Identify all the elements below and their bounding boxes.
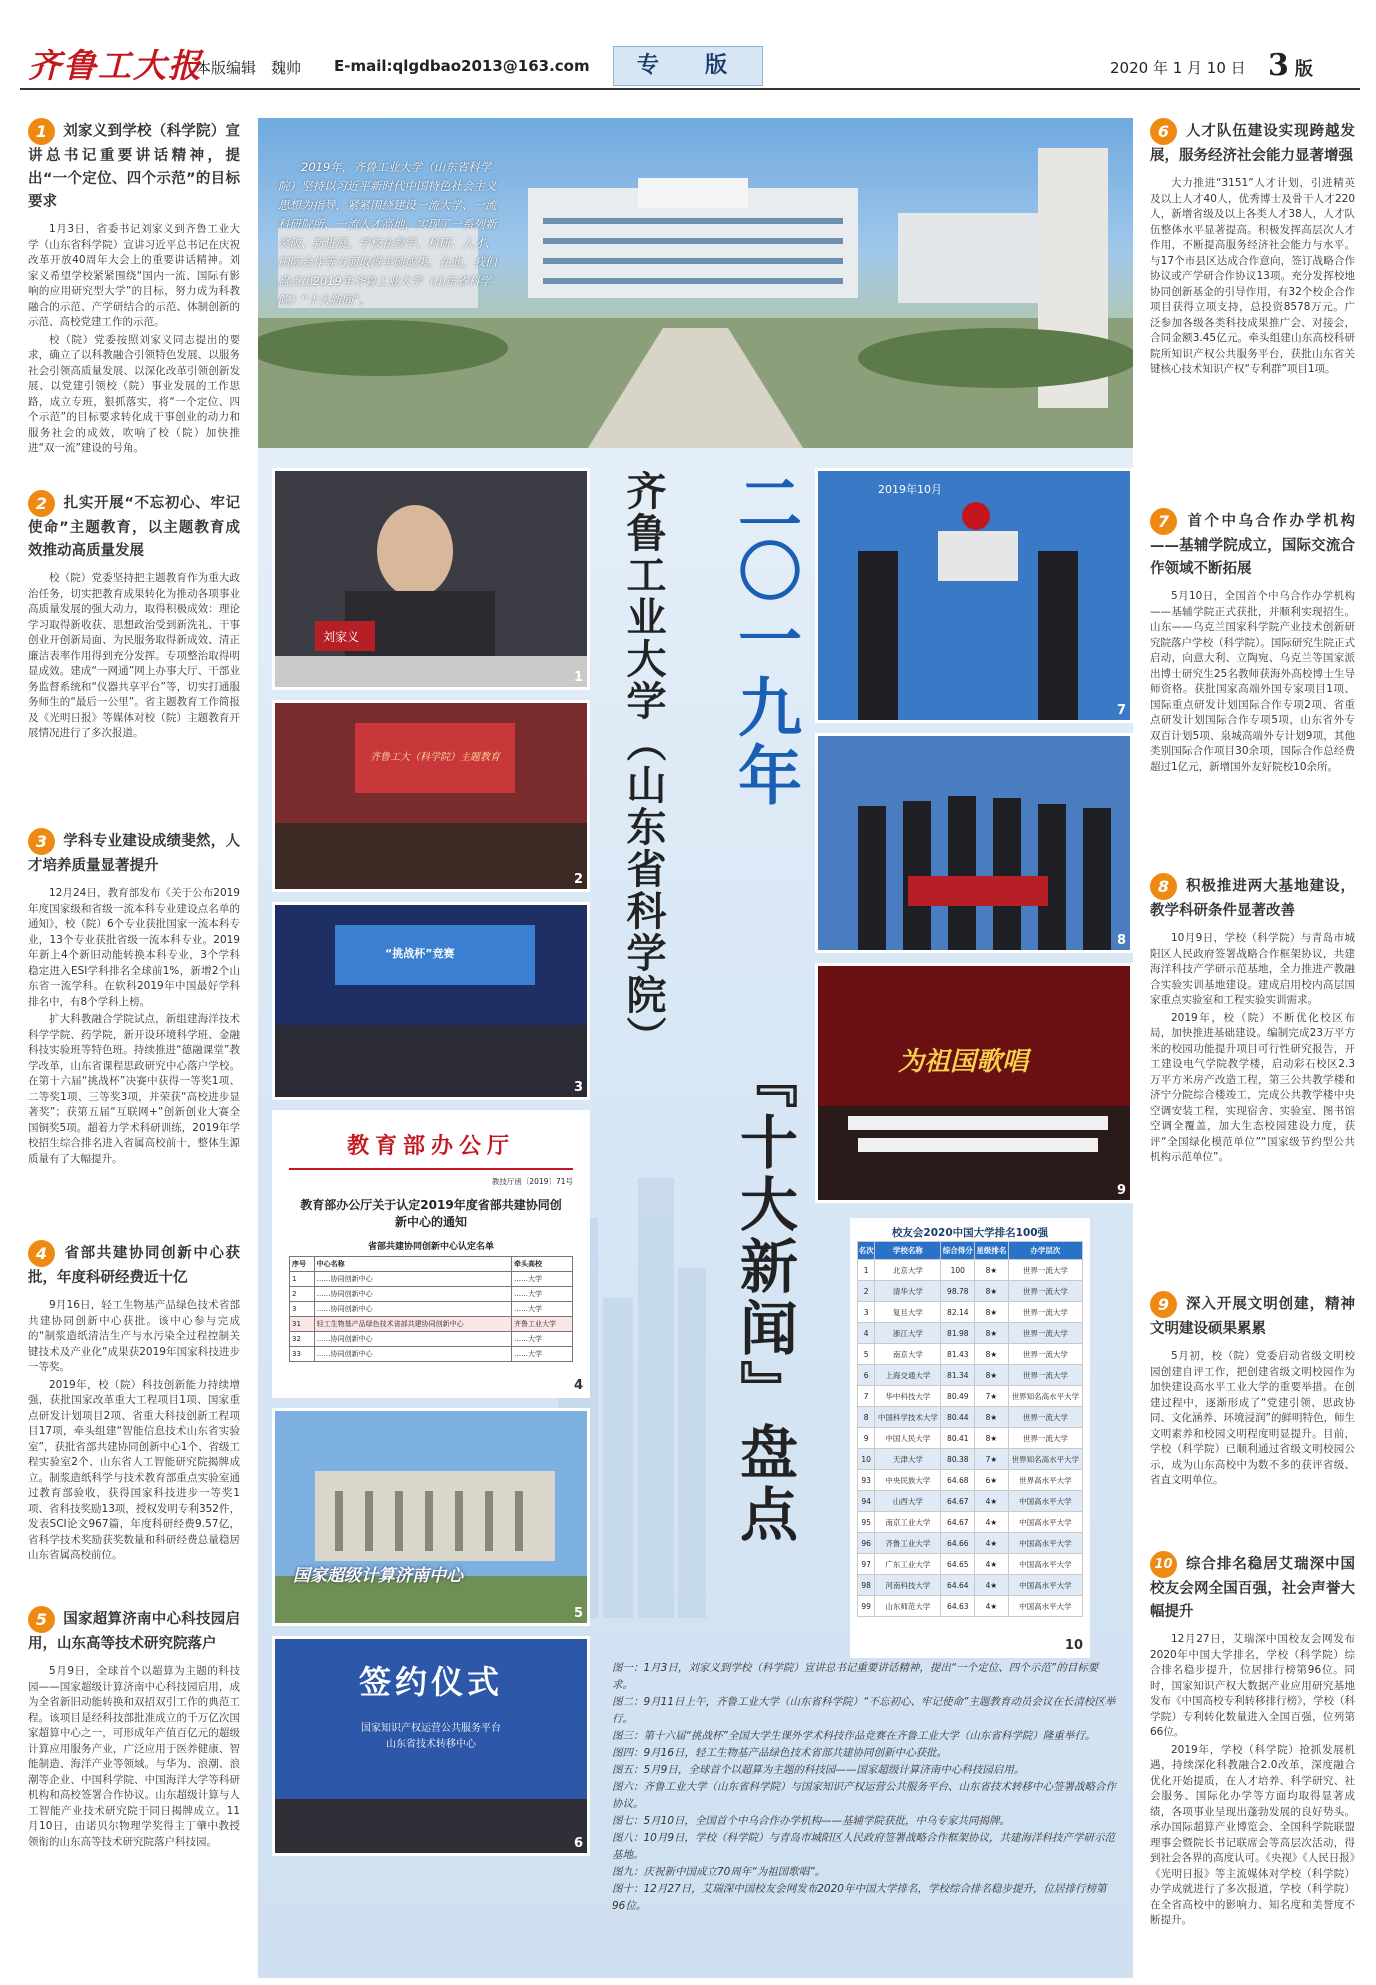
doc-red-rule [289, 1168, 573, 1170]
cell: 南京大学 [875, 1344, 941, 1365]
cell: 64.67 [941, 1491, 975, 1512]
cell: 齐鲁工业大学 [875, 1533, 941, 1554]
col-header: 综合得分 [941, 1242, 975, 1260]
caption-7: 图七：5月10日，全国首个中乌合作办学机构——基辅学院获批，中乌专家共同揭牌。 [612, 1815, 1011, 1827]
cell: 2 [858, 1281, 875, 1302]
news-headline [1150, 873, 1355, 923]
cell: 中央民族大学 [875, 1470, 941, 1491]
signing-sub-2: 山东省技术转移中心 [386, 1739, 476, 1750]
masthead [0, 0, 1376, 92]
caption-2: 图二：9月11日上午，齐鲁工业大学（山东省科学院）“不忘初心、牢记使命”主题教育动员会议在长清校区举行。 [612, 1696, 1116, 1725]
cell: 山东师范大学 [875, 1596, 941, 1617]
photo-2 [272, 700, 590, 892]
cell: 天津大学 [875, 1449, 941, 1470]
cell: 世界一流大学 [1008, 1365, 1082, 1386]
choir-banner: 为祖国歌唱 [898, 1047, 1029, 1077]
table-row [858, 1323, 1083, 1344]
doc-header: 教育部办公厅 [346, 1133, 515, 1159]
news-headline [1150, 1551, 1355, 1624]
caption-4: 图四：9月16日，轻工生物基产品绿色技术省部共建协同创新中心获批。 [612, 1747, 948, 1759]
cell: 4★ [975, 1512, 1009, 1533]
cell: 81.98 [941, 1323, 975, 1344]
cell: 世界一流大学 [1008, 1344, 1082, 1365]
cell: 95 [858, 1512, 875, 1533]
center-sign: 国家超级计算济南中心 [293, 1566, 463, 1586]
cell: 山西大学 [875, 1491, 941, 1512]
news-paragraph: 2019年，校（院）科技创新能力持续增强，获批国家改革重大工程项目1项、国家重点研发计划项目2项、省重大科技创新工程项目17项，牵头组建“智能信息技术山东省实验室”，获批省部共建协同创新中心1个、省级工程实验室2个、山东省人工智能研究院揭牌成立。制浆造纸科学与技术教育部重点实验室通过教育部验收，获得国家科技进步一等奖1项、省科技奖励13项，授权发明专利352件，发表SCI论文967篇，年度科研经费9.57亿，省科学技术奖励获奖数量和科研经费总量稳居山东省属高校前位。 [28, 1378, 240, 1561]
col-header: 办学层次 [1008, 1242, 1082, 1260]
cell: 南京工业大学 [875, 1512, 941, 1533]
cell: 80.41 [941, 1428, 975, 1449]
cell: 广东工业大学 [875, 1554, 941, 1575]
cell: 8★ [975, 1344, 1009, 1365]
cell: 3 [290, 1302, 315, 1317]
photo-6 [272, 1636, 590, 1856]
news-number-badge: 9 [1150, 1291, 1177, 1318]
signing-banner: 签约仪式 [358, 1663, 503, 1701]
col-header: 序号 [290, 1257, 315, 1272]
headline-text: 省部共建协同创新中心获批，年度科研经费近十亿 [28, 1245, 240, 1286]
headline-text: 深入开展文明创建，精神文明建设硕果累累 [1150, 1296, 1355, 1337]
cell: 世界一流大学 [1008, 1260, 1082, 1281]
speaker-illustration [275, 471, 590, 690]
cell: 94 [858, 1491, 875, 1512]
doc-list-title: 省部共建协同创新中心认定名单 [367, 1242, 494, 1252]
cell: 4★ [975, 1575, 1009, 1596]
news-headline [28, 1606, 240, 1656]
table-row [858, 1575, 1083, 1596]
cell: 33 [290, 1347, 315, 1362]
news-headline [1150, 118, 1355, 168]
stage-banner: “挑战杯”竞赛 [385, 947, 455, 960]
cell: 96 [858, 1533, 875, 1554]
photo-captions [612, 1660, 1117, 1915]
cell: 8 [858, 1407, 875, 1428]
news-item-5 [28, 1606, 240, 1850]
table-row [290, 1272, 573, 1287]
cell: 复旦大学 [875, 1302, 941, 1323]
right-column [1150, 118, 1355, 1931]
news-paragraph: 2019年，校（院）不断优化校区布局，加快推进基础建设。编制完成23万平方米的校园功能提升项目可行性研究报告，开工建设电气学院教学楼，启动彩石校区2.3万平方米房产改造工程，第三公共教学楼和济宁分院综合楼竣工，完成公共教学楼中央空调安装工程，实现宿舍、实验室、图书馆空调全覆盖，加大生态校园建设力度，获评“全国绿化模范单位”“国家级节约型公共机构示范单位”。 [1150, 1011, 1355, 1163]
doc-table [289, 1256, 573, 1362]
headline-text: 综合排名稳居艾瑞深中国校友会网全国百强，社会声誉大幅提升 [1150, 1556, 1355, 1620]
cell: 100 [941, 1260, 975, 1281]
news-headline [28, 118, 240, 214]
photo-3 [272, 902, 590, 1100]
cell: 7 [858, 1386, 875, 1407]
caption-5: 图五：5月9日，全球首个以超算为主题的科技园——国家超级计算济南中心科技园启用。 [612, 1764, 1025, 1776]
cell: 8★ [975, 1281, 1009, 1302]
table-row [858, 1386, 1083, 1407]
cell: ……协同创新中心 [314, 1272, 511, 1287]
cell: 世界知名高水平大学 [1008, 1449, 1082, 1470]
cell: 上海交通大学 [875, 1365, 941, 1386]
photo-number: 8 [1116, 933, 1126, 948]
cell: 北京大学 [875, 1260, 941, 1281]
cell: 93 [858, 1470, 875, 1491]
cell: 64.68 [941, 1470, 975, 1491]
cell: 华中科技大学 [875, 1386, 941, 1407]
meeting-hall-illustration [275, 703, 590, 892]
headline-text: 国家超算济南中心科技园启用，山东高等技术研究院落户 [28, 1611, 240, 1652]
news-number-badge: 4 [28, 1240, 55, 1267]
headline-text: 人才队伍建设实现跨越发展，服务经济社会能力显著增强 [1150, 123, 1355, 164]
col-header: 星级排名 [975, 1242, 1009, 1260]
page-number [1268, 48, 1313, 83]
cell: 世界一流大学 [1008, 1407, 1082, 1428]
col-header: 学校名称 [875, 1242, 941, 1260]
cell: ……大学 [511, 1302, 572, 1317]
cell: 7★ [975, 1386, 1009, 1407]
cell: 3 [858, 1302, 875, 1323]
cell: 8★ [975, 1260, 1009, 1281]
cell: 81.43 [941, 1344, 975, 1365]
cell: 98.78 [941, 1281, 975, 1302]
caption-9: 图九：庆祝新中国成立70周年“为祖国歌唱”。 [612, 1866, 826, 1878]
news-paragraph: 10月9日，学校（科学院）与青岛市城阳区人民政府签署战略合作框架协议，共建海洋科技产学研示范基地，全力推进产教融合实验实训基地建设。建成启用校内高层国家重点实验室和工程实验实训需求。 [1150, 932, 1355, 1006]
photo-9 [815, 963, 1133, 1203]
table-row [858, 1344, 1083, 1365]
table-row [858, 1449, 1083, 1470]
cell: 80.38 [941, 1449, 975, 1470]
table-row [290, 1347, 573, 1362]
cell: 8★ [975, 1428, 1009, 1449]
headline-text: 扎实开展“不忘初心、牢记使命”主题教育，以主题教育成效推动高质量发展 [28, 495, 240, 559]
cell: 世界一流大学 [1008, 1428, 1082, 1449]
table-row [290, 1287, 573, 1302]
table-row [858, 1596, 1083, 1617]
photo-4 [272, 1110, 590, 1398]
news-paragraph: 校（院）党委按照刘家义同志提出的要求，确立了以科教融合引领特色发展、以服务社会引领高质量发展、以深化改革引领创新发展、以党建引领校（院）事业发展的工作思路，成立专班，狠抓落实，将“一个定位、四个示范”的目标要求转化成干事创业的动力和服务社会的成效，吹响了校（院）加快推进“双一流”建设的号角。 [28, 333, 240, 454]
doc-number: 教技厅函〔2019〕71号 [491, 1177, 573, 1186]
cell: 中国高水平大学 [1008, 1512, 1082, 1533]
table-row [858, 1428, 1083, 1449]
hero-caption: 2019年，齐鲁工业大学（山东省科学院）坚持以习近平新时代中国特色社会主义思想为指导，紧紧围绕建设一流大学、一流科研院所、一流人才高地，实现了一系列新突破、新进展。学校在教学、科研、人才、国际合作等方面取得丰硕成果。在此，我们盘点出2019年齐鲁工业大学（山东省科学院）“十大新闻”。 [278, 160, 497, 307]
news-item-10 [1150, 1551, 1355, 1929]
cell: ……协同创新中心 [314, 1332, 511, 1347]
cell: 81.34 [941, 1365, 975, 1386]
cell: 6★ [975, 1470, 1009, 1491]
cell: 80.44 [941, 1407, 975, 1428]
supercomputing-center-illustration [275, 1411, 590, 1626]
photo-number: 4 [573, 1378, 583, 1393]
cell: 8★ [975, 1365, 1009, 1386]
editor-email: E-mail:qlgdbao2013@163.com [334, 57, 590, 75]
photo-1 [272, 468, 590, 690]
cell: 齐鲁工业大学 [511, 1317, 572, 1332]
photo-number: 5 [573, 1606, 583, 1621]
photo-number: 7 [1116, 703, 1126, 718]
photo-number: 10 [1064, 1638, 1083, 1653]
cell: 中国高水平大学 [1008, 1596, 1082, 1617]
cell: 99 [858, 1596, 875, 1617]
unveiling-illustration [818, 471, 1133, 723]
cell: 4 [858, 1323, 875, 1344]
news-item-3 [28, 828, 240, 1240]
cell: ……协同创新中心 [314, 1287, 511, 1302]
table-row [858, 1470, 1083, 1491]
cell: 64.65 [941, 1554, 975, 1575]
news-item-8 [1150, 873, 1355, 1291]
photo-number: 3 [573, 1080, 583, 1095]
year-title-vertical: 二〇一九年 [727, 470, 801, 810]
cell: 1 [858, 1260, 875, 1281]
news-headline [28, 1240, 240, 1290]
news-item-7 [1150, 508, 1355, 873]
cell: ……大学 [511, 1272, 572, 1287]
page-number-digit: 3 [1268, 48, 1289, 83]
cell: 2 [290, 1287, 315, 1302]
cell: 4★ [975, 1491, 1009, 1512]
cell: 64.67 [941, 1512, 975, 1533]
news-headline [28, 490, 240, 563]
news-number-badge: 7 [1150, 508, 1177, 535]
cell: 世界一流大学 [1008, 1302, 1082, 1323]
issue-date: 2020 年 1 月 10 日 [1110, 59, 1246, 77]
school-title-vertical: 齐鲁工业大学（山东省科学院） [620, 470, 666, 1058]
table-row [858, 1281, 1083, 1302]
editor-line: 本版编辑 魏帅 [196, 59, 302, 77]
cell: ……协同创新中心 [314, 1302, 511, 1317]
cell: 64.66 [941, 1533, 975, 1554]
news-number-badge: 2 [28, 490, 55, 517]
news-headline [28, 828, 240, 878]
cell: 64.63 [941, 1596, 975, 1617]
table-row-highlight [290, 1317, 573, 1332]
cell: 世界一流大学 [1008, 1323, 1082, 1344]
section-label: 专 版 [613, 46, 763, 86]
cell: 4★ [975, 1533, 1009, 1554]
col-header: 中心名称 [314, 1257, 511, 1272]
masthead-rule [20, 88, 1360, 90]
news-number-badge: 3 [28, 828, 55, 855]
table-row [290, 1302, 573, 1317]
newspaper-logo: 齐鲁工大报 [28, 46, 203, 85]
cell: 轻工生物基产品绿色技术省部共建协同创新中心 [314, 1317, 511, 1332]
news-headline [1150, 508, 1355, 581]
news-item-2 [28, 490, 240, 828]
news-headline [1150, 1291, 1355, 1341]
cell: 世界知名高水平大学 [1008, 1386, 1082, 1407]
left-column [28, 118, 240, 1852]
headline-text: 积极推进两大基地建设，教学科研条件显著改善 [1150, 878, 1355, 919]
cell: 64.64 [941, 1575, 975, 1596]
news-number-badge: 8 [1150, 873, 1177, 900]
handshake-illustration [818, 736, 1133, 953]
photo-number: 1 [573, 670, 583, 685]
cell: ……大学 [511, 1332, 572, 1347]
news-paragraph: 2019年，学校（科学院）抢抓发展机遇，持续深化科教融合2.0改革，深度融合优化开始提质，在人才培养、科学研究、社会服务、国际化办学等方面均取得显著成绩，各项事业呈现出蓬勃发展的良好势头。承办国际超算产业博览会、全国科学院联盟理事会暨院长书记联席会等高层次活动，得到社会各界的高度认可。《央视》《人民日报》《光明日报》等主流媒体对学校（科学院）办学成就进行了多次报道，学校（科学院）在全省高校中的影响力、知名度和美誉度不断提升。 [1150, 1743, 1355, 1926]
page-unit: 版 [1294, 59, 1313, 80]
doc-table-header [290, 1257, 573, 1272]
table-row [290, 1332, 573, 1347]
signing-sub-1: 国家知识产权运营公共服务平台 [361, 1723, 501, 1734]
headline-text: 学科专业建设成绩斐然，人才培养质量显著提升 [28, 833, 240, 874]
news-paragraph: 12月27日，艾瑞深中国校友会网发布2020年中国大学排名，学校（科学院）综合排名稳步提升，位居排行榜第96位。同时，国家知识产权大数据产业应用研究基地发布《中国高校专利转移排行榜》，学校（科学院）专利转化数量进入全国百强，位列第66位。 [1150, 1633, 1355, 1738]
news-paragraph: 扩大科教融合学院试点，新组建海洋技术科学学院、药学院，新开设环境科学班、金融科技实验班等特色班。持续推进“德融课堂”教学改革，山东省课程思政研究中心落户学校。在第十六届“挑战杯”决赛中获得一等奖1项、二等奖1项、三等奖3项，并荣获“高校进步显著奖”；获第五届“互联网+”创新创业大赛全国铜奖5项。超着力学术科研训练，2019年学校招生综合排名进入省属高校前十，整体生源质量有了大幅提升。 [28, 1013, 240, 1165]
news-paragraph: 12月24日，教育部发布《关于公布2019年度国家级和省级一流本科专业建设点名单的通知》，校（院）6个专业获批国家一流本科专业，13个专业获批省级一流本科专业。2019年新上4个新旧动能转换本科专业，3个学科稳定进入ESI学科排名全球前1%，新增2个山东省一流学科。在软科2019年中国最好学科排名中，有8个学科上榜。 [28, 887, 240, 1008]
cell: 7★ [975, 1449, 1009, 1470]
news-paragraph: 5月初，校（院）党委启动省级文明校园创建自评工作，把创建省级文明校园作为加快建设高水平工业大学的重要举措。在创建过程中，逐渐形成了“党建引领、思政协同、文化涵养、环境浸润”的鲜明特色，师生文明素养和校园文明程度明显提升。目前，学校（科学院）已顺利通过省级文明校园公示，成为山东高校中为数不多的获评省级、省直文明单位。 [1150, 1350, 1355, 1486]
cell: ……大学 [511, 1347, 572, 1362]
cell: 4★ [975, 1596, 1009, 1617]
headline-text: 首个中乌合作办学机构——基辅学院成立，国际交流合作领域不断拓展 [1150, 513, 1355, 577]
col-header: 名次 [858, 1242, 875, 1260]
cell: ……大学 [511, 1287, 572, 1302]
ceremony-illustration [275, 905, 590, 1100]
photo-number: 6 [573, 1836, 583, 1851]
cell: 10 [858, 1449, 875, 1470]
cell: 中国高水平大学 [1008, 1575, 1082, 1596]
caption-3: 图三：第十六届“挑战杯”全国大学生课外学术科技作品竞赛在齐鲁工业大学（山东省科学院）隆重举行。 [612, 1730, 1096, 1742]
table-row [858, 1407, 1083, 1428]
main-title-vertical: 『十大新闻』盘点 [730, 1050, 798, 1546]
cell: 中国高水平大学 [1008, 1554, 1082, 1575]
headline-text: 刘家义到学校（科学院）宣讲总书记重要讲话精神，提出“一个定位、四个示范”的目标要求 [28, 123, 240, 210]
news-paragraph: 校（院）党委坚持把主题教育作为重大政治任务，切实把教育成果转化为推动各项事业高质量发展的强大动力，取得积极成效：理论学习取得新收获、思想政治受到新洗礼、干事创业开创新局面、为民服务取得新成效、清正廉洁表率作用得到充分发挥。专项整治取得明显成效。建成“一网通”网上办事大厅、干部业务监督系统和“仪器共享平台”等，切实打通服务师生的“最后一公里”。省主题教育工作简报及《光明日报》等媒体对校（院）主题教育开展情况进行了多次报道。 [28, 572, 240, 739]
caption-10: 图十：12月27日，艾瑞深中国校友会网发布2020年中国大学排名，学校综合排名稳步提升，位居排行榜第96位。 [612, 1883, 1107, 1912]
caption-6: 图六：齐鲁工业大学（山东省科学院）与国家知识产权运营公共服务平台、山东省技术转移中心签署战略合作协议。 [612, 1781, 1116, 1810]
cell: 32 [290, 1332, 315, 1347]
cell: 82.14 [941, 1302, 975, 1323]
cell: 河南科技大学 [875, 1575, 941, 1596]
table-row [858, 1491, 1083, 1512]
ranking-table [857, 1241, 1083, 1617]
ranking-title: 校友会2020中国大学排名100强 [891, 1227, 1049, 1239]
photo-7 [815, 468, 1133, 723]
cell: 中国科学技术大学 [875, 1407, 941, 1428]
table-row [858, 1512, 1083, 1533]
cell: 4★ [975, 1554, 1009, 1575]
news-paragraph: 9月16日，轻工生物基产品绿色技术省部共建协同创新中心获批。该中心参与完成的“制浆造纸清洁生产与水污染全过程控制关键技术及产业化”成果获2019年国家科技进步一等奖。 [28, 1299, 240, 1373]
cell: 浙江大学 [875, 1323, 941, 1344]
news-item-6 [1150, 118, 1355, 508]
hall-banner: 齐鲁工大（科学院）主题教育 [370, 752, 500, 763]
news-paragraph: 大力推进“3151”人才计划，引进精英及以上人才40人，优秀博士及骨干人才220人，新增省级及以上各类人才38人，人才队伍整体水平显著提高。积极发挥高层次人才作用，不断提高服务经济社会能力与水平。与17个市县区达成合作意向，签订战略合作协议或产学研合作协议13项。充分发挥校地协同创新基金的引导作用，有32个校企合作项目获得立项支持，总投资8578万元。广泛参加各级各类科技成果推广会、对接会，合同金额3.45亿元。牵头组建山东高校科研院所知识产权公共服务平台，获批山东省关键核心技术知识产权“专利群”项目1项。 [1150, 177, 1355, 375]
news-item-4 [28, 1240, 240, 1606]
backdrop-text: 2019年10月 [878, 483, 942, 496]
cell: 世界一流大学 [1008, 1281, 1082, 1302]
table-row [858, 1260, 1083, 1281]
news-paragraph: 5月9日，全球首个以超算为主题的科技园——国家超级计算济南中心科技园启用，成为全省新旧动能转换和双招双引工作的典范工程。该项目是经科技部批准成立的千万亿次国家超算中心之一，可形成年产值百亿元的超级计算应用服务产业，广泛应用于医养健康、智能制造、海洋产业等领域。与华为、浪潮、浪潮等企业、中国科学院、中国海洋大学等科研机构和高校签署合作协议。山东超级计算与人工智能产业技术研究院于同日揭牌成立。11月10日，由诺贝尔物理学奖得主丁肇中教授领衔的山东高等技术研究院落户科技园。 [28, 1665, 240, 1848]
cell: 98 [858, 1575, 875, 1596]
cell: 中国高水平大学 [1008, 1491, 1082, 1512]
news-paragraph: 5月10日，全国首个中乌合作办学机构——基辅学院正式获批，并顺利实现招生。山东——乌克兰国家科学院产业技术创新研究院落户学校（科学院）。国际研究生院正式启动，向意大利、立陶宛、乌克兰等国家派出博士研究生25名教师获海外高校博士生导师资格。获批国家高端外国专家项目1项、国际重点研发计划国际合作专项2项、省重点研发计划国际合作专项5项，山东省外专双百计划5项、泉城高端外专计划9项，其他类别国际合作项目30余项，国际合作总经费超过1亿元，新增国外友好院校10余所。 [1150, 590, 1355, 773]
nameplate: 刘家义 [323, 630, 360, 644]
doc-title: 教育部办公厅关于认定2019年度省部共建协同创新中心的通知 [300, 1198, 562, 1229]
cell: 世界高水平大学 [1008, 1470, 1082, 1491]
cell: 中国高水平大学 [1008, 1533, 1082, 1554]
cell: 8★ [975, 1302, 1009, 1323]
cell: 清华大学 [875, 1281, 941, 1302]
ranking-header [858, 1242, 1083, 1260]
cell: 9 [858, 1428, 875, 1449]
news-number-badge: 5 [28, 1606, 55, 1633]
news-paragraph: 1月3日，省委书记刘家义到齐鲁工业大学（山东省科学院）宣讲习近平总书记在庆祝改革开放40周年大会上的重要讲话精神。刘家义希望学校紧紧围绕“国内一流、国际有影响的应用研究型大学”的目标，努力成为科教融合的示范、产学研结合的示范、体制创新的示范、高校党建工作的示范。 [28, 223, 240, 328]
caption-8: 图八：10月9日，学校（科学院）与青岛市城阳区人民政府签署战略合作框架协议，共建海洋科技产学研示范基地。 [612, 1832, 1116, 1861]
news-item-1 [28, 118, 240, 490]
photo-number: 9 [1116, 1183, 1126, 1198]
table-row [858, 1554, 1083, 1575]
choir-illustration [818, 966, 1133, 1203]
news-number-badge: 1 [28, 118, 55, 145]
cell: 97 [858, 1554, 875, 1575]
news-item-9 [1150, 1291, 1355, 1551]
ranking-row-highlight [858, 1533, 1083, 1554]
table-row [858, 1365, 1083, 1386]
cell: ……协同创新中心 [314, 1347, 511, 1362]
cell: 中国人民大学 [875, 1428, 941, 1449]
news-number-badge: 10 [1150, 1551, 1177, 1578]
cell: 8★ [975, 1323, 1009, 1344]
news-number-badge: 6 [1150, 118, 1177, 145]
table-row [858, 1302, 1083, 1323]
photo-number: 2 [573, 872, 583, 887]
col-header: 牵头高校 [511, 1257, 572, 1272]
cell: 31 [290, 1317, 315, 1332]
caption-1: 图一：1月3日，刘家义到学校（科学院）宣讲总书记重要讲话精神，提出“一个定位、四个示范”的目标要求。 [612, 1662, 1099, 1691]
cell: 6 [858, 1365, 875, 1386]
cell: 1 [290, 1272, 315, 1287]
cell: 80.49 [941, 1386, 975, 1407]
cell: 5 [858, 1344, 875, 1365]
photo-8 [815, 733, 1133, 953]
photo-5 [272, 1408, 590, 1626]
photo-10 [850, 1218, 1090, 1658]
cell: 8★ [975, 1407, 1009, 1428]
